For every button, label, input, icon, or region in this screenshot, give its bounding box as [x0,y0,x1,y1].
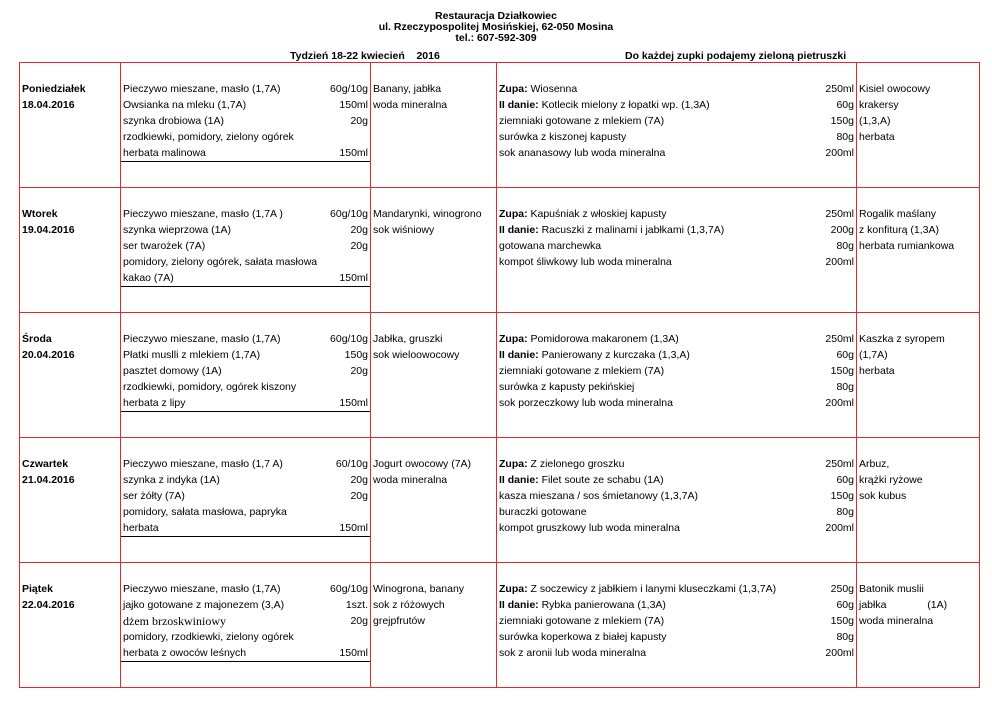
snack-item [371,347,496,363]
breakfast-item-qty: 60/10g [335,458,368,470]
breakfast-item-text: Pieczywo mieszane, masło (1,7A) [123,333,281,345]
snack-item-text: sok wiśniowy [373,224,435,236]
breakfast-item-text: pomidory, zielony ogórek, sałata masłowa [123,256,318,268]
breakfast-item-text: Płatki muslli z mlekiem (1,7A) [123,349,261,361]
breakfast-item-qty: 20g [350,240,368,252]
tea-item [857,347,979,363]
lunch-item [497,254,856,270]
breakfast-item-qty: 60g/10g [330,83,368,95]
tea-item-text: (1,3,A) [859,115,891,127]
snack-item-text: Jabłka, gruszki [373,333,443,345]
breakfast-item [121,145,370,162]
soup-line [497,81,856,97]
breakfast-item-text: szynka wieprzowa (1A) [123,224,231,236]
tea-item-text: woda mineralna [859,615,934,627]
breakfast-item [121,504,370,520]
lunch-cell [497,188,857,313]
soup-text: Zupa: Kapuśniak z włoskiej kapusty [499,208,667,220]
breakfast-cell [121,563,371,688]
breakfast-item [121,129,370,145]
tea-item [857,597,979,613]
second-course-qty: 60g [836,474,854,486]
tea-cell [857,188,980,313]
lunch-item-text: ziemniaki gotowane z mlekiem (7A) [499,615,665,627]
snack-item [371,581,496,597]
day-date: 20.04.2016 [22,349,75,361]
snack-item [371,206,496,222]
lunch-item-qty: 200ml [825,522,854,534]
lunch-item [497,379,856,395]
second-course-line [497,597,856,613]
second-course-label: II danie: [499,599,542,611]
soup-text: Zupa: Z zielonego groszku [499,458,625,470]
tea-item [857,581,979,597]
snack-item-text: grejpfrutów [373,615,425,627]
day-row [20,563,980,688]
lunch-item-qty: 150g [830,490,854,502]
second-course-label: II danie: [499,224,542,236]
breakfast-item [121,206,370,222]
lunch-item [497,645,856,661]
tea-item [857,222,979,238]
tea-item [857,113,979,129]
soup-line [497,331,856,347]
lunch-item-qty: 200ml [825,147,854,159]
breakfast-cell [121,188,371,313]
snack-item [371,597,496,613]
lunch-item-qty: 150g [830,615,854,627]
tea-item-text: jabłka (1A) [859,599,948,611]
breakfast-item [121,629,370,645]
tea-cell [857,313,980,438]
day-cell [20,313,121,438]
lunch-item [497,238,856,254]
snack-item-text: sok wieloowocowy [373,349,460,361]
lunch-item-text: surówka z kiszonej kapusty [499,131,627,143]
soup-qty: 250ml [825,333,854,345]
lunch-item-text: surówka koperkowa z białej kapusty [499,631,667,643]
snack-item-text: Mandarynki, winogrono [373,208,482,220]
breakfast-item [121,645,370,662]
day-name: Wtorek [22,208,58,220]
lunch-item-text: sok z aronii lub woda mineralna [499,647,647,659]
breakfast-item [121,363,370,379]
restaurant-phone: tel.: 607-592-309 [455,32,537,44]
snack-item-text: sok z różowych [373,599,445,611]
breakfast-item-qty: 20g [350,365,368,377]
breakfast-item-qty: 150ml [339,99,368,111]
breakfast-item [121,270,370,287]
tea-item-text: krążki ryżowe [859,474,923,486]
lunch-item-text: ziemniaki gotowane z mlekiem (7A) [499,365,665,377]
second-course-text: II danie: Racuszki z malinami i jabłkami (1,3,7A) [499,224,725,236]
breakfast-item-text: rzodkiewki, pomidory, ogórek kiszony [123,381,297,393]
tea-item-text: krakersy [859,99,899,111]
tea-item [857,238,979,254]
tea-item [857,472,979,488]
breakfast-item-qty: 150ml [339,397,368,409]
lunch-item [497,504,856,520]
soup-text: Zupa: Wiosenna [499,83,578,95]
day-date: 22.04.2016 [22,599,75,611]
restaurant-name: Restauracja Działkowiec [435,10,557,22]
soup-qty: 250ml [825,83,854,95]
menu-body [20,63,980,688]
second-course-text: II danie: Kotlecik mielony z łopatki wp. (1,3A) [499,99,710,111]
lunch-item-qty: 80g [836,631,854,643]
lunch-item-qty: 80g [836,381,854,393]
breakfast-item-text: Pieczywo mieszane, masło (1,7A ) [123,208,283,220]
breakfast-item [121,97,370,113]
snack-cell [371,188,497,313]
breakfast-item-text: rzodkiewki, pomidory, zielony ogórek [123,131,294,143]
tea-item-text: Batonik muslii [859,583,924,595]
breakfast-item-qty [364,629,368,645]
day-name: Poniedziałek [22,83,86,95]
tea-item [857,331,979,347]
breakfast-item-qty: 150ml [339,647,368,659]
breakfast-item-qty: 20g [350,224,368,236]
tea-item [857,613,979,629]
lunch-item-text: kompot gruszkowy lub woda mineralna [499,522,680,534]
breakfast-item-qty: 150ml [339,272,368,284]
lunch-item-qty: 150g [830,365,854,377]
breakfast-item-qty: 150ml [339,522,368,534]
lunch-item-qty: 200ml [825,647,854,659]
lunch-cell [497,63,857,188]
tea-item [857,97,979,113]
breakfast-item-qty: 60g/10g [330,583,368,595]
soup-note: Do każdej zupki podajemy zieloną pietruszki [625,50,847,62]
snack-item [371,81,496,97]
tea-cell [857,563,980,688]
snack-cell [371,563,497,688]
breakfast-item [121,597,370,613]
restaurant-address: ul. Rzeczypospolitej Mosińskiej, 62-050 Mosina [378,21,614,33]
breakfast-item [121,113,370,129]
second-course-qty: 60g [836,349,854,361]
second-course-line [497,222,856,238]
second-course-text: II danie: Rybka panierowana (1,3A) [499,599,666,611]
snack-item-text: Jogurt owocowy (7A) [373,458,472,470]
breakfast-item [121,222,370,238]
soup-qty: 250g [830,583,854,595]
breakfast-item-qty: 150g [344,349,368,361]
tea-item-text: z konfiturą (1,3A) [859,224,939,236]
tea-item-text: Rogalik maślany [859,208,937,220]
tea-item [857,488,979,504]
soup-line [497,581,856,597]
second-course-label: II danie: [499,99,542,111]
day-row [20,313,980,438]
day-row [20,63,980,188]
breakfast-cell [121,438,371,563]
breakfast-item-text: kakao (7A) [123,272,174,284]
breakfast-item [121,456,370,472]
lunch-item [497,488,856,504]
breakfast-item [121,254,370,270]
lunch-item-text: kasza mieszana / sos śmietanowy (1,3,7A) [499,490,698,502]
lunch-item [497,395,856,411]
lunch-item [497,129,856,145]
breakfast-item [121,379,370,395]
tea-item-text: Kisiel owocowy [859,83,931,95]
soup-qty: 250ml [825,208,854,220]
day-name: Piątek [22,583,53,595]
breakfast-item-text: ser twarożek (7A) [123,240,206,252]
second-course-label: II danie: [499,349,542,361]
breakfast-item-qty: 20g [350,615,368,627]
lunch-item-qty: 80g [836,240,854,252]
lunch-item [497,613,856,629]
tea-item-text: (1,7A) [859,349,888,361]
snack-item [371,472,496,488]
second-course-line [497,97,856,113]
breakfast-item [121,520,370,537]
day-cell [20,438,121,563]
soup-qty: 250ml [825,458,854,470]
breakfast-cell [121,313,371,438]
lunch-item-qty: 200ml [825,397,854,409]
breakfast-item-text: pomidory, sałata masłowa, papryka [123,506,287,518]
tea-item-text: herbata [859,131,895,143]
breakfast-item-text: szynka z indyka (1A) [123,474,220,486]
tea-item [857,363,979,379]
day-cell [20,63,121,188]
lunch-item-qty: 80g [836,131,854,143]
tea-item-text: herbata [859,365,895,377]
week-range: Tydzień 18-22 kwiecień 2016 [290,50,440,62]
lunch-item-text: kompot śliwkowy lub woda mineralna [499,256,672,268]
day-name: Czwartek [22,458,69,470]
tea-item [857,81,979,97]
second-course-line [497,472,856,488]
soup-label: Zupa: [499,333,531,345]
second-course-qty: 60g [836,599,854,611]
second-course-qty: 200g [830,224,854,236]
breakfast-item [121,81,370,97]
breakfast-item-qty: 20g [350,115,368,127]
snack-item-text: woda mineralna [373,99,448,111]
breakfast-item-text: Pieczywo mieszane, masło (1,7A) [123,583,281,595]
breakfast-item-qty: 20g [350,490,368,502]
breakfast-item [121,347,370,363]
lunch-item-qty: 200ml [825,256,854,268]
breakfast-item-qty [364,129,368,145]
soup-text: Zupa: Pomidorowa makaronem (1,3A) [499,333,679,345]
breakfast-item-qty [364,379,368,395]
soup-line [497,456,856,472]
lunch-item-qty: 150g [830,115,854,127]
tea-item-text: Kaszka z syropem [859,333,945,345]
soup-label: Zupa: [499,458,531,470]
breakfast-item-text: dżem brzoskwiniowy [123,614,226,628]
lunch-item [497,520,856,536]
tea-item-text: herbata rumiankowa [859,240,955,252]
second-course-label: II danie: [499,474,542,486]
weekly-menu-table [19,62,980,688]
lunch-cell [497,438,857,563]
day-row [20,188,980,313]
lunch-item-text: surówka z kapusty pekińskiej [499,381,635,393]
second-course-text: II danie: Filet soute ze schabu (1A) [499,474,664,486]
snack-item [371,613,496,629]
soup-label: Zupa: [499,208,531,220]
breakfast-item [121,472,370,488]
lunch-item-text: ziemniaki gotowane z mlekiem (7A) [499,115,665,127]
breakfast-item-qty: 60g/10g [330,208,368,220]
soup-text: Zupa: Z soczewicy z jabłkiem i lanymi kluseczkami (1,3,7A) [499,583,777,595]
snack-cell [371,313,497,438]
tea-cell [857,63,980,188]
breakfast-item-qty [364,254,368,270]
snack-item [371,331,496,347]
breakfast-item [121,613,370,629]
breakfast-item-text: Pieczywo mieszane, masło (1,7A) [123,83,281,95]
lunch-item [497,363,856,379]
day-cell [20,188,121,313]
snack-item-text: woda mineralna [373,474,448,486]
tea-item-text: sok kubus [859,490,907,502]
snack-item [371,97,496,113]
breakfast-item-text: pasztet domowy (1A) [123,365,222,377]
breakfast-item-qty: 60g/10g [330,333,368,345]
breakfast-item-text: Pieczywo mieszane, masło (1,7 A) [123,458,283,470]
snack-item [371,456,496,472]
lunch-item-text: gotowana marchewka [499,240,602,252]
lunch-item-text: buraczki gotowane [499,506,587,518]
breakfast-item-text: jajko gotowane z majonezem (3,A) [123,599,285,611]
breakfast-item-text: szynka drobiowa (1A) [123,115,224,127]
tea-item [857,129,979,145]
breakfast-item [121,581,370,597]
lunch-item [497,113,856,129]
snack-cell [371,63,497,188]
second-course-qty: 60g [836,99,854,111]
lunch-item-text: sok ananasowy lub woda mineralna [499,147,666,159]
breakfast-item-text: ser żółty (7A) [123,490,185,502]
snack-item-text: Banany, jabłka [373,83,442,95]
day-date: 18.04.2016 [22,99,75,111]
breakfast-item [121,488,370,504]
soup-label: Zupa: [499,83,531,95]
tea-item-text: Arbuz, [859,458,890,470]
second-course-line [497,347,856,363]
breakfast-cell [121,63,371,188]
breakfast-item-qty: 1szt. [345,599,368,611]
second-course-text: II danie: Panierowany z kurczaka (1,3,A) [499,349,690,361]
day-row [20,438,980,563]
breakfast-item [121,331,370,347]
soup-label: Zupa: [499,583,531,595]
breakfast-item-qty: 150ml [339,147,368,159]
breakfast-item-text: herbata malinowa [123,147,206,159]
snack-item-text: Winogrona, banany [373,583,465,595]
lunch-item [497,629,856,645]
lunch-item-text: sok porzeczkowy lub woda mineralna [499,397,673,409]
tea-item [857,456,979,472]
lunch-item [497,145,856,161]
lunch-cell [497,313,857,438]
breakfast-item-text: pomidory, rzodkiewki, zielony ogórek [123,631,294,643]
breakfast-item-text: herbata z lipy [123,397,186,409]
breakfast-item-qty [364,504,368,520]
snack-cell [371,438,497,563]
lunch-cell [497,563,857,688]
lunch-item-qty: 80g [836,506,854,518]
tea-item [857,206,979,222]
day-date: 21.04.2016 [22,474,75,486]
breakfast-item-qty: 20g [350,474,368,486]
tea-cell [857,438,980,563]
breakfast-item [121,395,370,412]
breakfast-item [121,238,370,254]
day-date: 19.04.2016 [22,224,75,236]
snack-item [371,222,496,238]
day-cell [20,563,121,688]
day-name: Środa [22,333,52,345]
breakfast-item-text: Owsianka na mleku (1,7A) [123,99,247,111]
soup-line [497,206,856,222]
breakfast-item-text: herbata [123,522,159,534]
breakfast-item-text: herbata z owoców leśnych [123,647,247,659]
